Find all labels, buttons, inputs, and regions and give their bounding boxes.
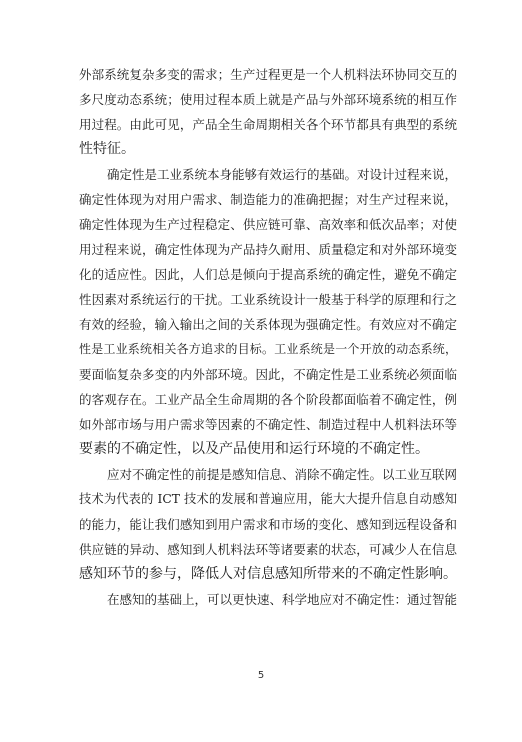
text-line: 确定性体现为对用户需求、制造能力的准确把握；对生产过程来说，	[79, 192, 457, 207]
text-line: 多尺度动态系统；使用过程本质上就是产品与外部环境系统的相互作	[79, 92, 457, 107]
text-line: 供应链的异动、感知到人机料法环等诸要素的状态，可减少人在信息	[79, 542, 457, 557]
text-line: 外部系统复杂多变的需求；生产过程更是一个人机料法环协同交互的	[79, 67, 457, 82]
page-number: 5	[257, 670, 265, 681]
text-line: 如外部市场与用户需求等因素的不确定性、制造过程中人机料法环等	[79, 417, 457, 432]
text-line: 要面临复杂多变的内外部环境。因此，不确定性是工业系统必须面临	[79, 367, 457, 382]
text-line: 确定性体现为生产过程稳定、供应链可靠、高效率和低次品率；对使	[79, 217, 457, 232]
text-line: 感知环节的参与，降低人对信息感知所带来的不确定性影响。	[79, 566, 457, 582]
paragraph	[79, 462, 457, 587]
text-line: 在感知的基础上，可以更快速、科学地应对不确定性：通过智能	[107, 592, 458, 607]
paragraph	[79, 162, 457, 462]
text-line: 性特征。	[79, 141, 135, 157]
paragraph	[79, 62, 457, 162]
text-line: 确定性是工业系统本身能够有效运行的基础。对设计过程来说，	[107, 167, 458, 182]
text-line: 化的适应性。因此，人们总是倾向于提高系统的确定性，避免不确定	[79, 267, 457, 282]
text-line: 有效的经验，输入输出之间的关系体现为强确定性。有效应对不确定	[79, 317, 457, 332]
body-text	[79, 62, 457, 612]
text-line: 用过程。由此可见，产品全生命周期相关各个环节都具有典型的系统	[79, 117, 457, 132]
text-line: 的客观存在。工业产品全生命周期的各个阶段都面临着不确定性，例	[79, 392, 457, 407]
text-line: 要素的不确定性，以及产品使用和运行环境的不确定性。	[79, 441, 429, 457]
text-line: 性是工业系统相关各方追求的目标。工业系统是一个开放的动态系统，	[79, 342, 457, 356]
text-line: 性因素对系统运行的干扰。工业系统设计一般基于科学的原理和行之	[79, 292, 457, 307]
text-line: 用过程来说，确定性体现为产品持久耐用、质量稳定和对外部环境变	[79, 242, 457, 257]
text-line: 的能力，能让我们感知到用户需求和市场的变化、感知到远程设备和	[79, 517, 457, 532]
text-line: 应对不确定性的前提是感知信息、消除不确定性。以工业互联网	[107, 467, 458, 482]
text-line: 技术为代表的 ICT 技术的发展和普遍应用，能大大提升信息自动感知	[79, 492, 457, 506]
paragraph	[79, 587, 457, 612]
